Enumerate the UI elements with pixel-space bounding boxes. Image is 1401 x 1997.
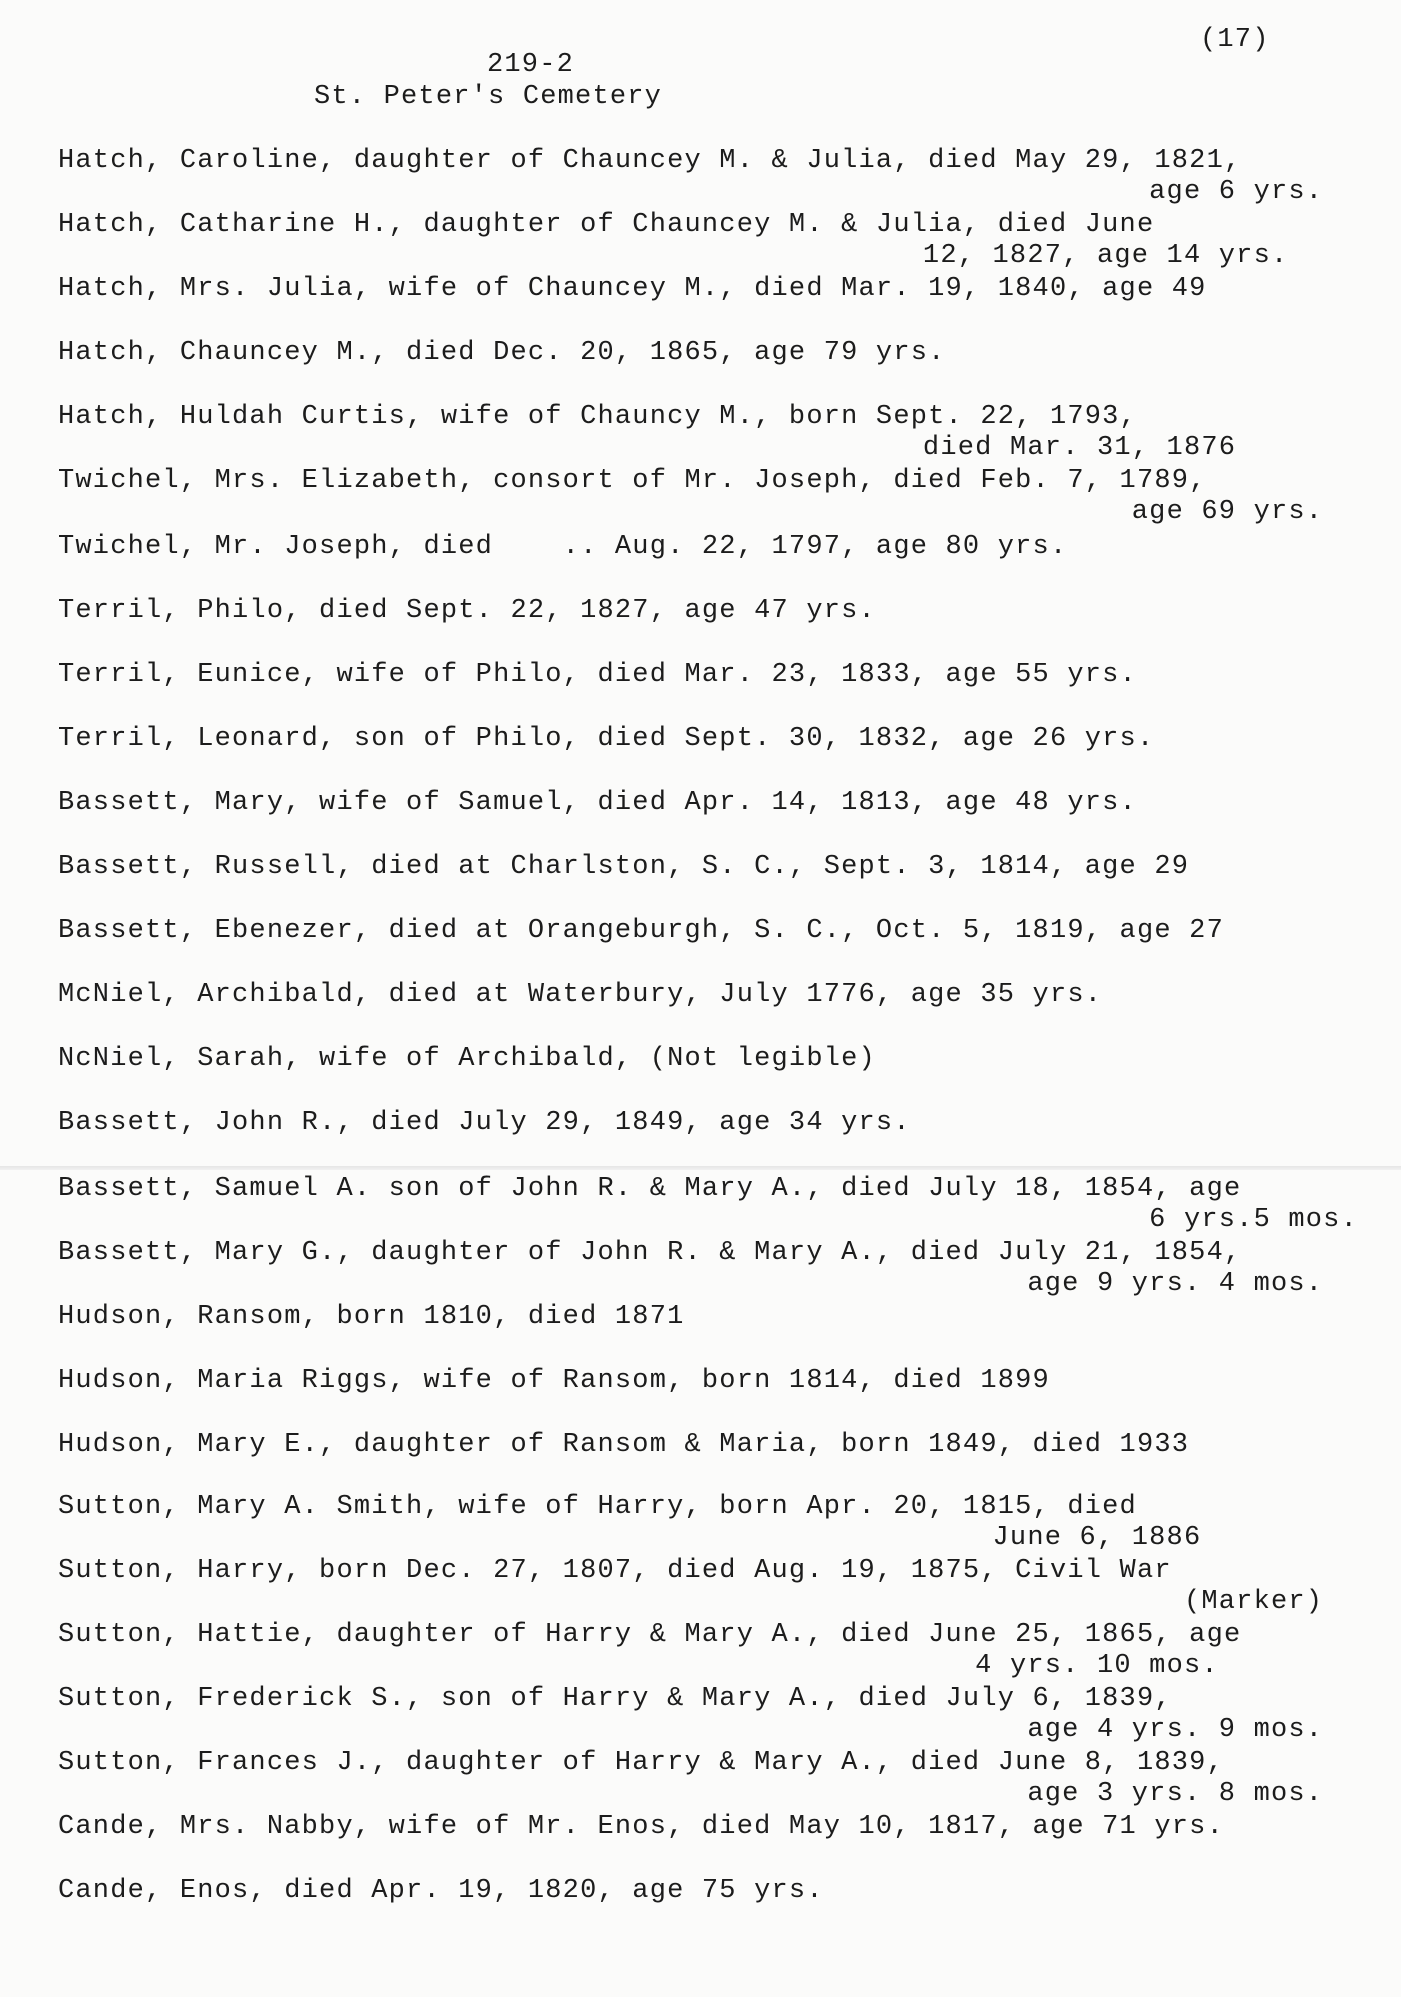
entry-continuation: age 3 yrs. 8 mos. [1027,1779,1358,1809]
entry-text: Terril, Eunice, wife of Philo, died Mar. 23, 1833, age 55 yrs. [58,660,1137,690]
entry-text: Hatch, Chauncey M., died Dec. 20, 1865, age 79 yrs. [58,338,946,368]
entry-continuation: age 6 yrs. [1149,177,1358,207]
entry-continuation: age 4 yrs. 9 mos. [1027,1715,1358,1745]
entry-continuation: June 6, 1886 [992,1523,1358,1553]
entry-text: Bassett, John R., died July 29, 1849, age 34 yrs. [58,1108,911,1138]
entry-text: Sutton, Mary A. Smith, wife of Harry, born Apr. 20, 1815, died [58,1492,1137,1522]
burial-entry [58,1173,1378,1235]
burial-entry [58,1555,1378,1617]
header-code: 219-2 [487,50,575,80]
burial-entry [58,531,1378,563]
burial-entry [58,1429,1378,1461]
entry-text: Hatch, Mrs. Julia, wife of Chauncey M., died Mar. 19, 1840, age 49 [58,274,1207,304]
burial-entry [58,1491,1378,1553]
entry-text: Bassett, Mary G., daughter of John R. & Mary A., died July 21, 1854, [58,1238,1242,1268]
burial-entry [58,659,1378,691]
burial-entry [58,401,1378,463]
entry-text: Bassett, Samuel A. son of John R. & Mary A., died July 18, 1854, age [58,1174,1242,1204]
entry-text: Hudson, Maria Riggs, wife of Ransom, born 1814, died 1899 [58,1366,1050,1396]
burial-entry [58,209,1378,271]
entry-continuation: 6 yrs.5 mos. [1149,1205,1358,1235]
burial-entry [58,1811,1378,1843]
burial-entry [58,723,1378,755]
entry-text: Hudson, Mary E., daughter of Ransom & Maria, born 1849, died 1933 [58,1430,1190,1460]
burial-entry [58,1875,1378,1907]
burial-entry [58,1747,1378,1809]
entry-continuation: (Marker) [1183,1587,1358,1617]
entry-text: Twichel, Mr. Joseph, died .. Aug. 22, 1797, age 80 yrs. [58,532,1068,562]
entry-text: Twichel, Mrs. Elizabeth, consort of Mr. Joseph, died Feb. 7, 1789, [58,466,1207,496]
entry-text: Bassett, Ebenezer, died at Orangeburgh, S. C., Oct. 5, 1819, age 27 [58,916,1224,946]
page-number: (17) [1200,25,1270,55]
burial-entry [58,273,1378,305]
entry-text: Hatch, Catharine H., daughter of Chauncey M. & Julia, died June [58,210,1155,240]
burial-entry [58,465,1378,527]
burial-entry [58,1043,1378,1075]
page-fold-line [0,1166,1401,1170]
entry-continuation: 4 yrs. 10 mos. [975,1651,1358,1681]
entry-text: Hatch, Huldah Curtis, wife of Chauncy M., born Sept. 22, 1793, [58,402,1137,432]
burial-entry [58,787,1378,819]
entry-continuation: 12, 1827, age 14 yrs. [922,241,1358,271]
entry-continuation: died Mar. 31, 1876 [922,433,1358,463]
burial-entry [58,915,1378,947]
burial-entry [58,145,1378,207]
entry-text: Terril, Philo, died Sept. 22, 1827, age 47 yrs. [58,596,876,626]
entry-text: NcNiel, Sarah, wife of Archibald, (Not legible) [58,1044,876,1074]
entry-text: Sutton, Harry, born Dec. 27, 1807, died Aug. 19, 1875, Civil War [58,1556,1172,1586]
entry-text: Hatch, Caroline, daughter of Chauncey M. & Julia, died May 29, 1821, [58,146,1242,176]
burial-entry [58,979,1378,1011]
burial-entry [58,1683,1378,1745]
burial-entry [58,1365,1378,1397]
entry-continuation: age 69 yrs. [1131,497,1358,527]
entry-text: Sutton, Hattie, daughter of Harry & Mary A., died June 25, 1865, age [58,1620,1242,1650]
entry-text: Cande, Mrs. Nabby, wife of Mr. Enos, died May 10, 1817, age 71 yrs. [58,1812,1224,1842]
burial-entry [58,595,1378,627]
entry-text: Bassett, Mary, wife of Samuel, died Apr. 14, 1813, age 48 yrs. [58,788,1137,818]
cemetery-title: St. Peter's Cemetery [314,82,663,112]
entry-text: McNiel, Archibald, died at Waterbury, July 1776, age 35 yrs. [58,980,1103,1010]
entry-text: Terril, Leonard, son of Philo, died Sept. 30, 1832, age 26 yrs. [58,724,1155,754]
burial-entry [58,1237,1378,1299]
entry-text: Sutton, Frederick S., son of Harry & Mary A., died July 6, 1839, [58,1684,1172,1714]
entry-text: Hudson, Ransom, born 1810, died 1871 [58,1302,685,1332]
entry-text: Bassett, Russell, died at Charlston, S. C., Sept. 3, 1814, age 29 [58,852,1190,882]
burial-entry [58,337,1378,369]
entry-text: Sutton, Frances J., daughter of Harry & Mary A., died June 8, 1839, [58,1748,1224,1778]
entry-text: Cande, Enos, died Apr. 19, 1820, age 75 yrs. [58,1876,824,1906]
burial-entry [58,1301,1378,1333]
entry-continuation: age 9 yrs. 4 mos. [1027,1269,1358,1299]
burial-entry [58,1619,1378,1681]
burial-entry [58,1107,1378,1139]
burial-entry [58,851,1378,883]
